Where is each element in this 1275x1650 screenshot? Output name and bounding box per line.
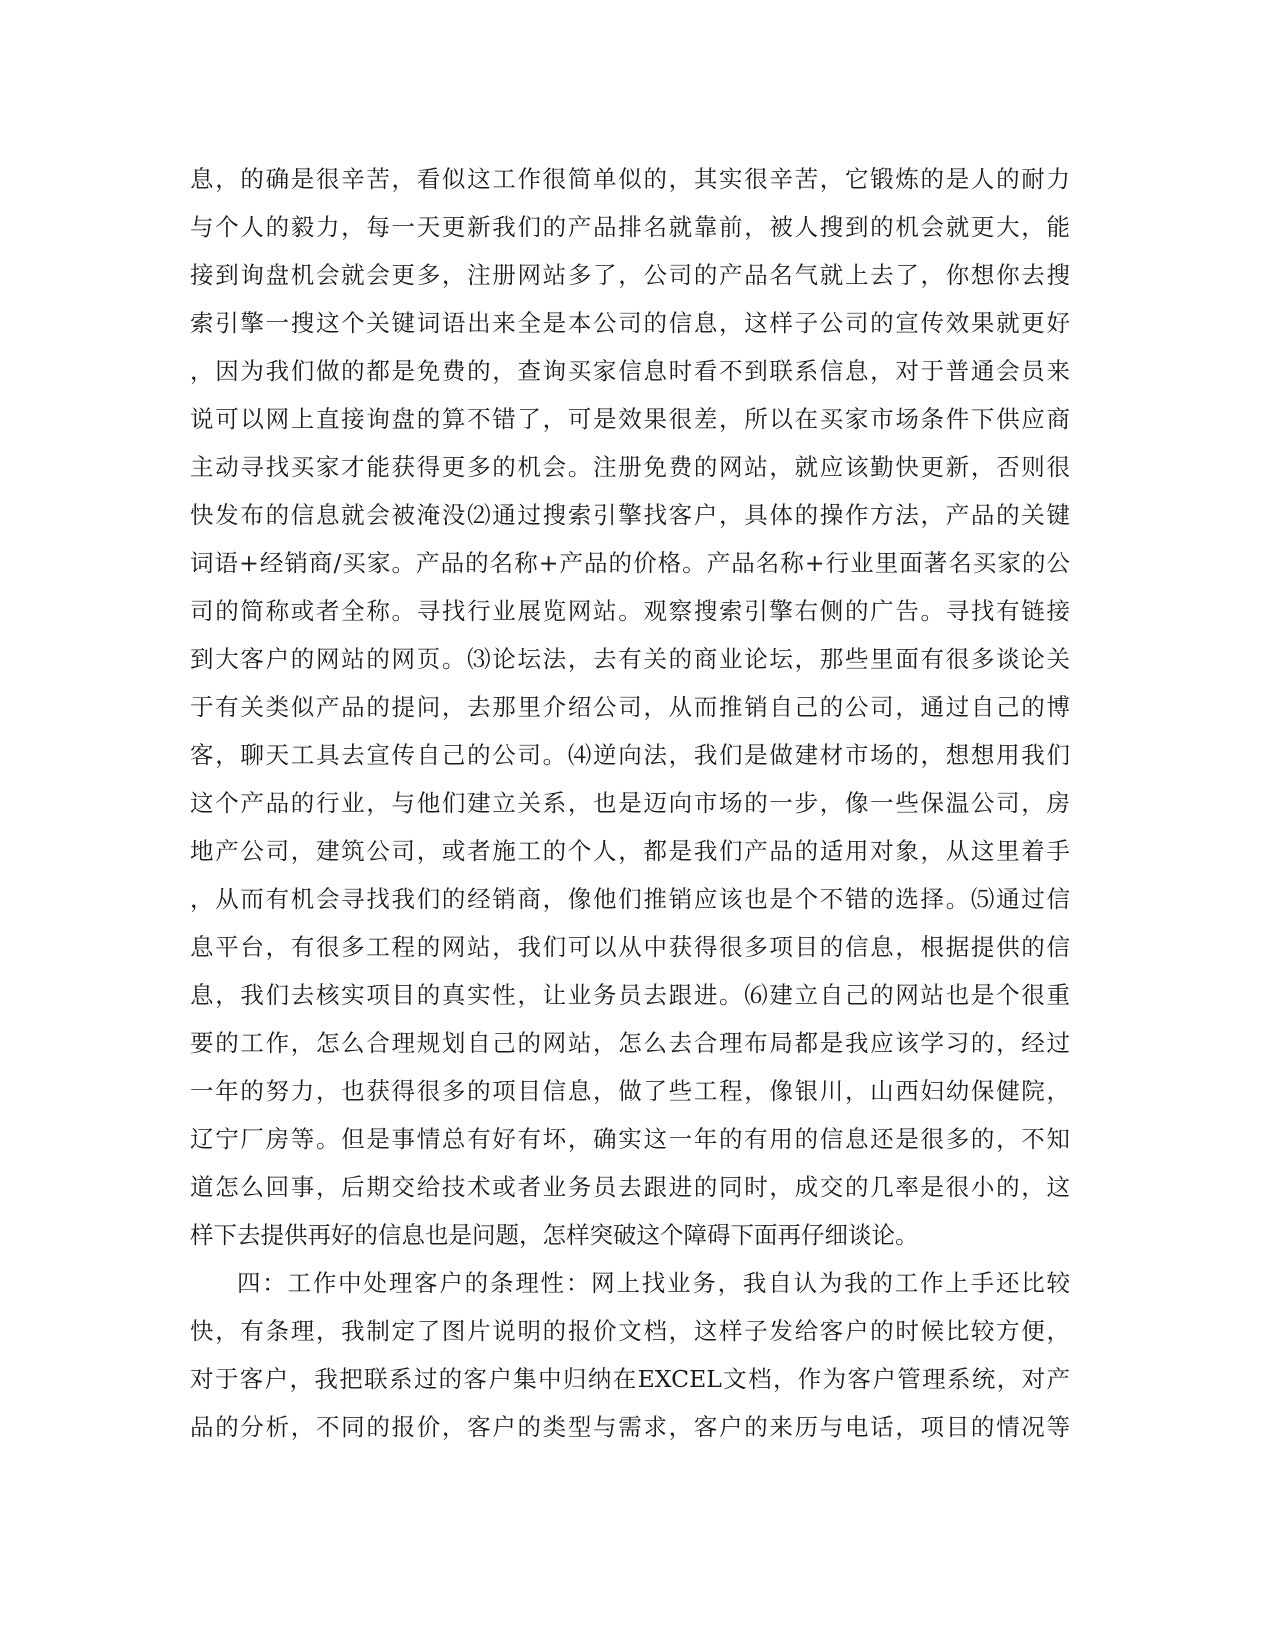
text-line: 说可以网上直接询盘的算不错了，可是效果很差，所以在买家市场条件下供应商 xyxy=(190,405,1070,433)
text-line: 辽宁厂房等。但是事情总有好有坏，确实这一年的有用的信息还是很多的，不知 xyxy=(190,1125,1070,1153)
text-line: ，因为我们做的都是免费的，查询买家信息时看不到联系信息，对于普通会员来 xyxy=(190,357,1070,385)
text-line: 样下去提供再好的信息也是问题，怎样突破这个障碍下面再仔细谈论。 xyxy=(190,1221,919,1249)
text-line: 客，聊天工具去宣传自己的公司。⑷逆向法，我们是做建材市场的，想想用我们 xyxy=(190,741,1070,769)
text-line: 息，我们去核实项目的真实性，让业务员去跟进。⑹建立自己的网站也是个很重 xyxy=(190,981,1070,1009)
text-line: 息平台，有很多工程的网站，我们可以从中获得很多项目的信息，根据提供的信 xyxy=(190,933,1070,961)
text-line: ，从而有机会寻找我们的经销商，像他们推销应该也是个不错的选择。⑸通过信 xyxy=(190,885,1070,913)
text-line: 词语+经销商/买家。产品的名称+产品的价格。产品名称+行业里面著名买家的公 xyxy=(190,549,1070,577)
text-line: 息，的确是很辛苦，看似这工作很简单似的，其实很辛苦，它锻炼的是人的耐力 xyxy=(190,165,1070,193)
text-line: 四：工作中处理客户的条理性：网上找业务，我自认为我的工作上手还比较 xyxy=(237,1269,1070,1297)
text-line: 到大客户的网站的网页。⑶论坛法，去有关的商业论坛，那些里面有很多谈论关 xyxy=(190,645,1070,673)
text-line: 接到询盘机会就会更多，注册网站多了，公司的产品名气就上去了，你想你去搜 xyxy=(190,261,1070,289)
text-line: 主动寻找买家才能获得更多的机会。注册免费的网站，就应该勤快更新，否则很 xyxy=(190,453,1070,481)
text-line: 道怎么回事，后期交给技术或者业务员去跟进的同时，成交的几率是很小的，这 xyxy=(190,1173,1070,1201)
body-text xyxy=(190,155,1070,1451)
paragraph-2 xyxy=(190,1259,1070,1451)
text-line: 一年的努力，也获得很多的项目信息，做了些工程，像银川，山西妇幼保健院， xyxy=(190,1077,1070,1105)
text-line: 品的分析，不同的报价，客户的类型与需求，客户的来历与电话，项目的情况等 xyxy=(190,1413,1070,1441)
text-line: 要的工作，怎么合理规划自己的网站，怎么去合理布局都是我应该学习的，经过 xyxy=(190,1029,1070,1057)
text-line: 地产公司，建筑公司，或者施工的个人，都是我们产品的适用对象，从这里着手 xyxy=(190,837,1070,865)
text-line: 于有关类似产品的提问，去那里介绍公司，从而推销自己的公司，通过自己的博 xyxy=(190,693,1070,721)
text-line: 与个人的毅力，每一天更新我们的产品排名就靠前，被人搜到的机会就更大，能 xyxy=(190,213,1070,241)
text-line: 快发布的信息就会被淹没⑵通过搜索引擎找客户，具体的操作方法，产品的关键 xyxy=(190,501,1070,529)
text-line: 快，有条理，我制定了图片说明的报价文档，这样子发给客户的时候比较方便， xyxy=(190,1317,1070,1345)
text-line: 这个产品的行业，与他们建立关系，也是迈向市场的一步，像一些保温公司，房 xyxy=(190,789,1070,817)
paragraph-1 xyxy=(190,155,1070,1259)
text-line: 对于客户，我把联系过的客户集中归纳在EXCEL文档，作为客户管理系统，对产 xyxy=(190,1365,1070,1393)
text-line: 司的简称或者全称。寻找行业展览网站。观察搜索引擎右侧的广告。寻找有链接 xyxy=(190,597,1070,625)
text-line: 索引擎一搜这个关键词语出来全是本公司的信息，这样子公司的宣传效果就更好 xyxy=(190,309,1070,337)
